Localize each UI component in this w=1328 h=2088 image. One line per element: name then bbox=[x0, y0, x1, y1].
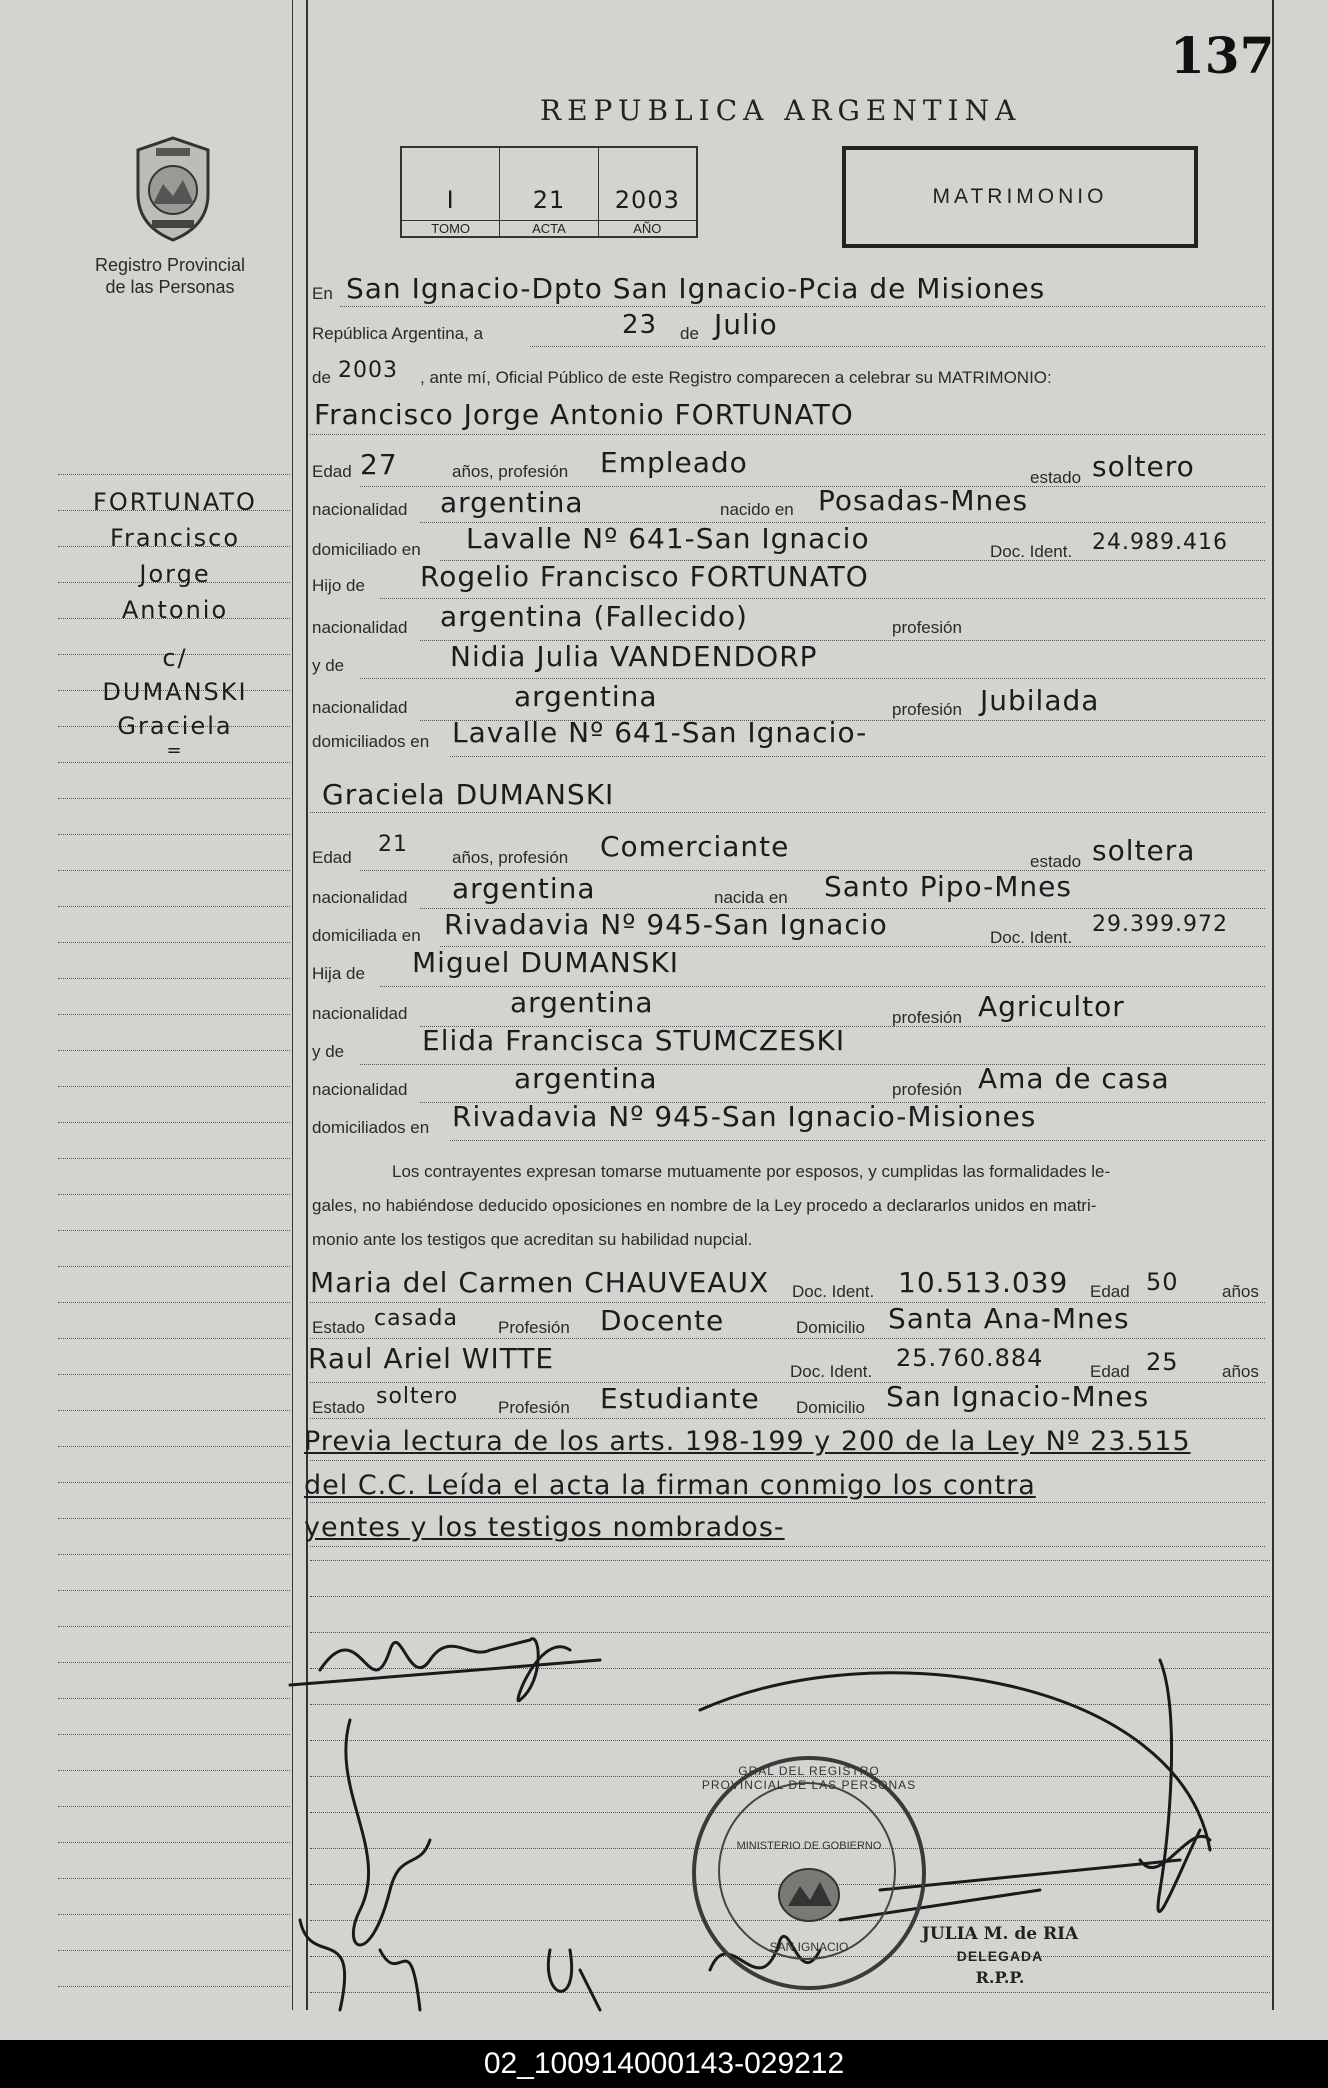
bride-name: Graciela DUMANSKI bbox=[322, 778, 615, 811]
stamp-inner-text: MINISTERIO DE GOBIERNO bbox=[736, 1840, 882, 1852]
place-value: San Ignacio-Dpto San Ignacio-Pcia de Misiones bbox=[346, 272, 1046, 305]
groom-mother: Nidia Julia VANDENDORP bbox=[450, 640, 818, 673]
de2-label: de bbox=[312, 368, 331, 387]
year-value: 2003 bbox=[338, 358, 398, 383]
witness2-doc-label: Doc. Ident. bbox=[790, 1362, 873, 1381]
bride-nacionalidad-label: nacionalidad bbox=[312, 888, 408, 907]
groom-mother-nationality: argentina bbox=[514, 680, 658, 713]
registry-name-line1: Registro Provincial bbox=[94, 255, 246, 275]
groom-mother-profession: Jubilada bbox=[980, 684, 1100, 717]
bride-father-profession: Agricultor bbox=[978, 990, 1125, 1023]
bride-parents-dom-label: domiciliados en bbox=[312, 1118, 430, 1137]
witness2-doc: 25.760.884 bbox=[896, 1344, 1044, 1372]
acta-value: 21 bbox=[532, 186, 566, 214]
bride-father-nationality: argentina bbox=[510, 986, 654, 1019]
witness1-name: Maria del Carmen CHAUVEAUX bbox=[310, 1266, 770, 1299]
signature-1-stroke bbox=[290, 1660, 600, 1685]
margin-name-line: Jorge bbox=[139, 560, 211, 588]
witness2-estado: soltero bbox=[376, 1384, 459, 1409]
declaration-line: Los contrayentes expresan tomarse mutuamente por esposos, y cumplidas las formalidades le- bbox=[392, 1162, 1111, 1181]
bride-mother-profession: Ama de casa bbox=[978, 1062, 1170, 1095]
margin-name-line: DUMANSKI bbox=[102, 678, 248, 706]
bride-mother-prof-label: profesión bbox=[892, 1080, 962, 1099]
bride-mother: Elida Francisca STUMCZESKI bbox=[422, 1024, 846, 1057]
witness1-profession: Docente bbox=[600, 1304, 725, 1337]
act-type-box: MATRIMONIO bbox=[842, 146, 1198, 248]
groom-father: Rogelio Francisco FORTUNATO bbox=[420, 560, 869, 593]
groom-yde-label: y de bbox=[312, 656, 345, 675]
official-stamp bbox=[692, 1756, 926, 1990]
bride-yde-label: y de bbox=[312, 1042, 345, 1061]
frame-right-line bbox=[1272, 0, 1274, 2010]
bride-birthplace: Santo Pipo-Mnes bbox=[824, 870, 1072, 903]
bride-mother-nat-label: nacionalidad bbox=[312, 1080, 408, 1099]
margin-name-line: Francisco bbox=[109, 524, 241, 552]
groom-mother-prof-label: profesión bbox=[892, 700, 962, 719]
bride-nacida-label: nacida en bbox=[714, 888, 788, 907]
de-label: de bbox=[680, 324, 699, 343]
margin-name-line: Antonio bbox=[121, 596, 229, 624]
bride-nationality: argentina bbox=[452, 872, 596, 905]
signature-3 bbox=[300, 1920, 420, 2010]
witness1-profesion-label: Profesión bbox=[498, 1318, 570, 1337]
groom-father-prof-label: profesión bbox=[892, 618, 962, 637]
witness1-edad-label: Edad bbox=[1090, 1282, 1130, 1301]
groom-profesion-label: años, profesión bbox=[452, 462, 569, 481]
groom-mother-nat-label: nacionalidad bbox=[312, 698, 408, 717]
bride-edad-label: Edad bbox=[312, 848, 352, 867]
registry-name-line2: de las Personas bbox=[105, 277, 235, 297]
witness2-estado-label: Estado bbox=[312, 1398, 365, 1417]
witness2-age: 25 bbox=[1146, 1348, 1179, 1376]
groom-age: 27 bbox=[360, 448, 398, 481]
bride-estado-label: estado bbox=[1030, 852, 1082, 871]
bride-father-nat-label: nacionalidad bbox=[312, 1004, 408, 1023]
stamp-emblem-icon bbox=[774, 1860, 844, 1930]
witness2-address: San Ignacio-Mnes bbox=[886, 1380, 1150, 1413]
bride-estado: soltera bbox=[1092, 834, 1196, 867]
witness1-age: 50 bbox=[1146, 1268, 1179, 1296]
margin-name-line: = bbox=[166, 740, 184, 761]
bride-father: Miguel DUMANSKI bbox=[412, 946, 680, 979]
closing-line: yentes y los testigos nombrados- bbox=[304, 1512, 785, 1543]
groom-address: Lavalle Nº 641-San Ignacio bbox=[466, 522, 870, 555]
signature-1 bbox=[320, 1639, 570, 1701]
groom-doc-label: Doc. Ident. bbox=[990, 542, 1073, 561]
groom-father-nat-label: nacionalidad bbox=[312, 618, 408, 637]
groom-estado: soltero bbox=[1092, 450, 1195, 483]
margin-name-line: FORTUNATO bbox=[93, 488, 257, 516]
groom-nacionalidad-label: nacionalidad bbox=[312, 500, 408, 519]
day-value: 23 bbox=[622, 310, 658, 340]
registry-name bbox=[60, 254, 280, 298]
margin-name-line: c/ bbox=[162, 644, 188, 672]
page-number: 137 bbox=[1170, 26, 1275, 85]
ano-value: 2003 bbox=[614, 186, 680, 214]
margin-name-line: Graciela bbox=[117, 712, 233, 740]
tomo-value: I bbox=[446, 186, 455, 214]
bride-profession: Comerciante bbox=[600, 830, 790, 863]
witness1-anos-label: años bbox=[1222, 1282, 1259, 1301]
official-name: JULIA M. de RIA bbox=[921, 1924, 1079, 1944]
declaration-line: monio ante los testigos que acreditan su habilidad nupcial. bbox=[312, 1230, 753, 1249]
signature-4 bbox=[548, 1950, 600, 2010]
republica-label: República Argentina, a bbox=[312, 324, 484, 343]
witness1-doc-label: Doc. Ident. bbox=[792, 1282, 875, 1301]
signature-6 bbox=[1140, 1660, 1210, 1912]
bride-doc: 29.399.972 bbox=[1092, 912, 1228, 937]
bride-parents-address: Rivadavia Nº 945-San Ignacio-Misiones bbox=[452, 1100, 1037, 1133]
groom-name: Francisco Jorge Antonio FORTUNATO bbox=[314, 398, 854, 431]
groom-estado-label: estado bbox=[1030, 468, 1082, 487]
country-title: REPUBLICA ARGENTINA bbox=[540, 94, 1022, 127]
groom-profession: Empleado bbox=[600, 446, 748, 479]
record-reference-box bbox=[400, 146, 698, 238]
document-id-bar: 02_100914000143-029212 bbox=[0, 2040, 1328, 2088]
groom-hijo-label: Hijo de bbox=[312, 576, 365, 595]
groom-birthplace: Posadas-Mnes bbox=[818, 484, 1029, 517]
bride-address: Rivadavia Nº 945-San Ignacio bbox=[444, 908, 888, 941]
signature-2 bbox=[346, 1720, 430, 1945]
witness2-domicilio-label: Domicilio bbox=[796, 1398, 865, 1417]
bride-father-prof-label: profesión bbox=[892, 1008, 962, 1027]
witness1-doc: 10.513.039 bbox=[898, 1266, 1069, 1299]
closing-line: Previa lectura de los arts. 198-199 y 200 de la Ley Nº 23.515 bbox=[304, 1426, 1191, 1457]
tomo-cell bbox=[402, 148, 500, 236]
groom-nationality: argentina bbox=[440, 486, 584, 519]
bride-domiciliada-label: domiciliada en bbox=[312, 926, 421, 945]
witness2-name: Raul Ariel WITTE bbox=[308, 1342, 555, 1375]
groom-edad-label: Edad bbox=[312, 462, 352, 481]
groom-domiciliado-label: domiciliado en bbox=[312, 540, 421, 559]
month-value: Julio bbox=[714, 308, 778, 341]
closing-line: del C.C. Leída el acta la firman conmigo los contra bbox=[304, 1470, 1036, 1501]
bride-mother-nationality: argentina bbox=[514, 1062, 658, 1095]
declaration-line: gales, no habiéndose deducido oposiciones en nombre de la Ley procedo a declararlos unidos en matri- bbox=[312, 1196, 1097, 1215]
en-label: En bbox=[312, 284, 333, 303]
witness1-address: Santa Ana-Mnes bbox=[888, 1302, 1130, 1335]
witness2-profesion-label: Profesión bbox=[498, 1398, 570, 1417]
ano-label: AÑO bbox=[599, 220, 696, 236]
stamp-side-text: SAN IGNACIO bbox=[769, 1940, 849, 1954]
groom-father-nationality: argentina (Fallecido) bbox=[440, 600, 748, 633]
witness1-domicilio-label: Domicilio bbox=[796, 1318, 865, 1337]
witness1-estado: casada bbox=[374, 1306, 458, 1331]
bride-hija-label: Hija de bbox=[312, 964, 365, 983]
ano-cell bbox=[599, 148, 696, 236]
bride-profesion-label: años, profesión bbox=[452, 848, 569, 867]
stamp-ring-text: GRAL DEL REGISTRO PROVINCIAL DE LAS PERSONAS bbox=[701, 1764, 917, 1792]
official-sub: R.P.P. bbox=[975, 1968, 1025, 1987]
groom-parents-address: Lavalle Nº 641-San Ignacio- bbox=[452, 716, 868, 749]
witness2-anos-label: años bbox=[1222, 1362, 1259, 1381]
witness1-estado-label: Estado bbox=[312, 1318, 365, 1337]
groom-parents-dom-label: domiciliados en bbox=[312, 732, 430, 751]
groom-doc: 24.989.416 bbox=[1092, 530, 1228, 555]
bride-doc-label: Doc. Ident. bbox=[990, 928, 1073, 947]
intro-statement: , ante mí, Oficial Público de este Registro comparecen a celebrar su MATRIMONIO: bbox=[420, 368, 1052, 387]
witness2-edad-label: Edad bbox=[1090, 1362, 1130, 1381]
witness2-profession: Estudiante bbox=[600, 1382, 760, 1415]
groom-nacido-label: nacido en bbox=[720, 500, 794, 519]
acta-label: ACTA bbox=[500, 220, 597, 236]
registry-crest-icon bbox=[128, 134, 218, 244]
bride-age: 21 bbox=[378, 832, 408, 857]
tomo-label: TOMO bbox=[402, 220, 499, 236]
acta-cell bbox=[500, 148, 598, 236]
official-title: DELEGADA bbox=[956, 1948, 1044, 1964]
